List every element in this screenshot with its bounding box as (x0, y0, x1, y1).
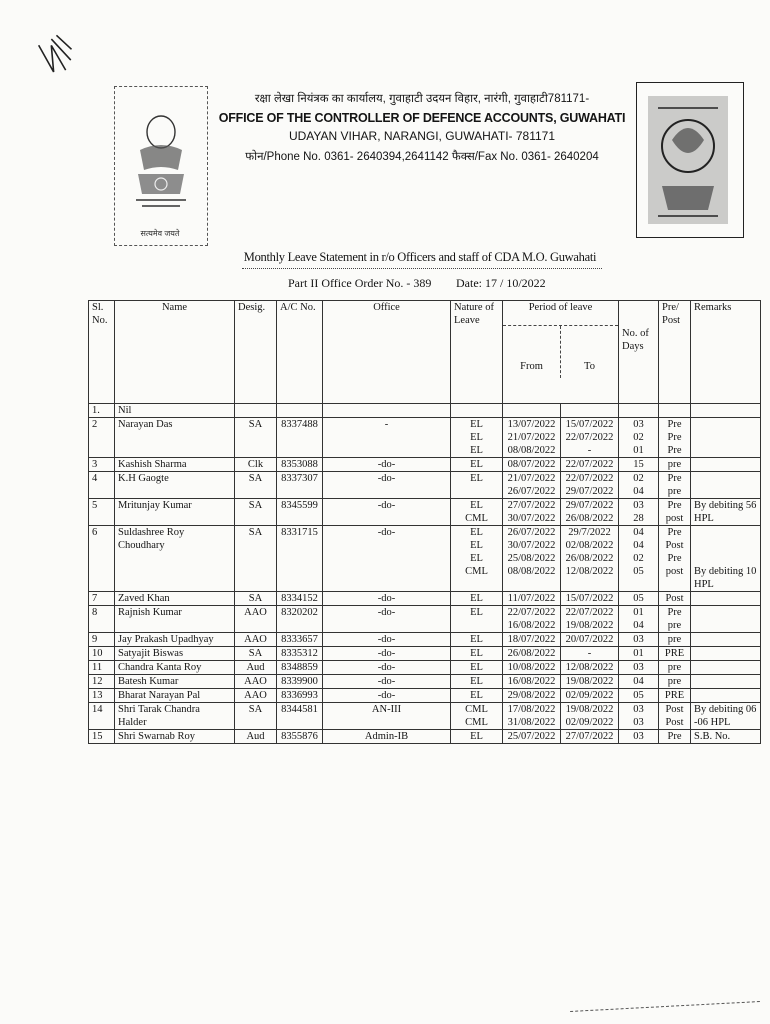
table-row (89, 703, 761, 730)
cell-sl: 11 (89, 661, 115, 675)
title-underline (242, 268, 602, 269)
cell-nature: EL (451, 730, 503, 744)
cell-days: 03 03 (619, 703, 659, 730)
cell-days: 15 (619, 458, 659, 472)
cell-name: Kashish Sharma (115, 458, 235, 472)
cell-remarks (691, 661, 761, 675)
cell-office: -do- (323, 633, 451, 647)
header-desig: Desig. (235, 301, 277, 404)
department-crest-icon (648, 96, 728, 224)
table-row (89, 647, 761, 661)
cell-prepost: PRE (659, 689, 691, 703)
cell-office: -do- (323, 472, 451, 499)
cell-to: 27/07/2022 (561, 730, 619, 744)
header-prepost: Pre/ Post (659, 301, 691, 404)
cell-nature: EL (451, 458, 503, 472)
cell-ac: 8348859 (277, 661, 323, 675)
cell-sl: 7 (89, 592, 115, 606)
cell-desig: Aud (235, 661, 277, 675)
cell-sl: 12 (89, 675, 115, 689)
cell-nature: EL (451, 606, 503, 633)
cell-prepost: pre (659, 675, 691, 689)
cell-from: 22/07/2022 16/08/2022 (503, 606, 561, 633)
cell-name: Nil (115, 404, 235, 418)
cell-ac: 8331715 (277, 526, 323, 592)
cell-days: 03 (619, 633, 659, 647)
cell-days: 01 (619, 647, 659, 661)
cell-remarks (691, 675, 761, 689)
office-address: UDAYAN VIHAR, NARANGI, GUWAHATI- 781171 (288, 129, 556, 143)
cell-desig: SA (235, 647, 277, 661)
cell-to: 12/08/2022 (561, 661, 619, 675)
header-nature: Nature of Leave (451, 301, 503, 404)
cell-to: 19/08/2022 02/09/2022 (561, 703, 619, 730)
cell-office: -do- (323, 526, 451, 592)
table-row (89, 418, 761, 458)
header-from: From (503, 326, 561, 378)
header-period-label: Period of leave (503, 301, 618, 326)
cell-name: Zaved Khan (115, 592, 235, 606)
cell-remarks: By debiting 10 HPL (691, 526, 761, 592)
cell-to: 22/07/2022 (561, 458, 619, 472)
cell-sl: 2 (89, 418, 115, 458)
cell-sl: 4 (89, 472, 115, 499)
cell-sl: 6 (89, 526, 115, 592)
cell-sl: 8 (89, 606, 115, 633)
cell-ac: 8336993 (277, 689, 323, 703)
cell-ac: 8355876 (277, 730, 323, 744)
cell-days: 03 28 (619, 499, 659, 526)
cell-days: 03 (619, 730, 659, 744)
table-row (89, 675, 761, 689)
header-days: No. of Days (619, 301, 659, 404)
cell-ac: 8337488 (277, 418, 323, 458)
cell-remarks (691, 689, 761, 703)
cell-sl: 1. (89, 404, 115, 418)
cell-office: -do- (323, 661, 451, 675)
table-row (89, 606, 761, 633)
cell-from: 25/07/2022 (503, 730, 561, 744)
cell-remarks (691, 592, 761, 606)
cell-to: - (561, 647, 619, 661)
cell-sl: 5 (89, 499, 115, 526)
cell-remarks (691, 458, 761, 472)
cell-prepost: Pre (659, 730, 691, 744)
handwritten-signature (33, 30, 83, 90)
header-office: Office (323, 301, 451, 404)
cell-from: 21/07/2022 26/07/2022 (503, 472, 561, 499)
cell-days: 01 04 (619, 606, 659, 633)
cell-desig: SA (235, 472, 277, 499)
emblem-caption: सत्यमेव जयते (140, 229, 180, 238)
cell-ac: 8335312 (277, 647, 323, 661)
cell-office: AN-III (323, 703, 451, 730)
cell-prepost (659, 404, 691, 418)
cell-remarks (691, 404, 761, 418)
table-row (89, 404, 761, 418)
cell-nature: EL (451, 592, 503, 606)
cell-sl: 13 (89, 689, 115, 703)
cell-from (503, 404, 561, 418)
cell-ac (277, 404, 323, 418)
cell-nature: EL (451, 661, 503, 675)
cell-office: -do- (323, 606, 451, 633)
cell-prepost: pre (659, 458, 691, 472)
cell-nature: EL (451, 675, 503, 689)
cell-to: 29/07/2022 26/08/2022 (561, 499, 619, 526)
cell-from: 17/08/2022 31/08/2022 (503, 703, 561, 730)
header-name: Name (115, 301, 235, 404)
cell-from: 27/07/2022 30/07/2022 (503, 499, 561, 526)
cell-nature: EL (451, 689, 503, 703)
cell-days: 02 04 (619, 472, 659, 499)
cell-desig: SA (235, 418, 277, 458)
cell-sl: 15 (89, 730, 115, 744)
cell-prepost: Pre pre (659, 606, 691, 633)
cell-name: Narayan Das (115, 418, 235, 458)
footer-dashed-line (570, 1001, 760, 1012)
cell-nature: EL EL EL CML (451, 526, 503, 592)
cell-sl: 3 (89, 458, 115, 472)
table-row (89, 661, 761, 675)
cell-from: 18/07/2022 (503, 633, 561, 647)
table-row (89, 730, 761, 744)
cell-to: 29/7/2022 02/08/2022 26/08/2022 12/08/2022 (561, 526, 619, 592)
cell-desig: AAO (235, 633, 277, 647)
cell-desig: SA (235, 499, 277, 526)
cell-desig: AAO (235, 689, 277, 703)
cell-from: 11/07/2022 (503, 592, 561, 606)
cell-desig: SA (235, 592, 277, 606)
cell-to: 15/07/2022 22/07/2022 - (561, 418, 619, 458)
cell-name: Batesh Kumar (115, 675, 235, 689)
cell-nature: EL (451, 472, 503, 499)
table-row (89, 499, 761, 526)
cell-ac: 8345599 (277, 499, 323, 526)
cell-to: 20/07/2022 (561, 633, 619, 647)
cell-from: 16/08/2022 (503, 675, 561, 689)
cell-nature: EL (451, 647, 503, 661)
cell-prepost: pre (659, 661, 691, 675)
order-number: Part II Office Order No. - 389 (288, 276, 432, 290)
cell-from: 08/07/2022 (503, 458, 561, 472)
cell-name: Jay Prakash Upadhyay (115, 633, 235, 647)
cell-remarks: S.B. No. (691, 730, 761, 744)
table-row (89, 472, 761, 499)
cell-days: 03 (619, 661, 659, 675)
office-name: OFFICE OF THE CONTROLLER OF DEFENCE ACCOUNTS, GUWAHATI (218, 111, 626, 125)
cell-name: Shri Tarak Chandra Halder (115, 703, 235, 730)
national-emblem-icon (128, 110, 194, 220)
cell-remarks (691, 633, 761, 647)
cell-prepost: pre (659, 633, 691, 647)
cell-name: Chandra Kanta Roy (115, 661, 235, 675)
cell-nature: EL EL EL (451, 418, 503, 458)
cell-nature: EL (451, 633, 503, 647)
header-ac-no: A/C No. (277, 301, 323, 404)
cell-remarks: By debiting 56 HPL (691, 499, 761, 526)
cell-desig: AAO (235, 675, 277, 689)
cell-from: 29/08/2022 (503, 689, 561, 703)
table-row (89, 592, 761, 606)
table-row (89, 633, 761, 647)
cell-days (619, 404, 659, 418)
cell-sl: 14 (89, 703, 115, 730)
cell-desig: SA (235, 703, 277, 730)
cell-to: 22/07/2022 29/07/2022 (561, 472, 619, 499)
cell-ac: 8344581 (277, 703, 323, 730)
cell-from: 26/07/2022 30/07/2022 25/08/2022 08/08/2022 (503, 526, 561, 592)
cell-remarks (691, 472, 761, 499)
header-to: To (584, 361, 595, 372)
cell-prepost: Pre pre (659, 472, 691, 499)
cell-name: Suldashree Roy Choudhary (115, 526, 235, 592)
cell-desig: SA (235, 526, 277, 592)
statement-title: Monthly Leave Statement in r/o Officers and staff of CDA M.O. Guwahati (243, 250, 597, 264)
cell-office: -do- (323, 592, 451, 606)
cell-office: -do- (323, 499, 451, 526)
office-contact: फोन/Phone No. 0361- 2640394,2641142 फैक्स/Fax No. 0361- 2640204 (245, 151, 599, 163)
cell-from: 13/07/2022 21/07/2022 08/08/2022 (503, 418, 561, 458)
cell-ac: 8353088 (277, 458, 323, 472)
header-remarks: Remarks (691, 301, 761, 404)
cell-from: 10/08/2022 (503, 661, 561, 675)
cell-prepost: Post (659, 592, 691, 606)
cell-days: 04 (619, 675, 659, 689)
cell-desig: Aud (235, 730, 277, 744)
cell-sl: 10 (89, 647, 115, 661)
header-sl: Sl. No. (89, 301, 115, 404)
table-row (89, 526, 761, 592)
cell-prepost: Pre post (659, 499, 691, 526)
cell-name: Mritunjay Kumar (115, 499, 235, 526)
cell-remarks (691, 606, 761, 633)
cell-ac: 8320202 (277, 606, 323, 633)
cell-name: Bharat Narayan Pal (115, 689, 235, 703)
cell-to (561, 404, 619, 418)
cell-office: Admin-IB (323, 730, 451, 744)
cell-nature (451, 404, 503, 418)
cell-office: -do- (323, 689, 451, 703)
leave-table (88, 300, 761, 744)
cell-name: Rajnish Kumar (115, 606, 235, 633)
cell-days: 04 04 02 05 (619, 526, 659, 592)
cell-desig: Clk (235, 458, 277, 472)
cell-office: -do- (323, 458, 451, 472)
cell-days: 03 02 01 (619, 418, 659, 458)
cell-to: 15/07/2022 (561, 592, 619, 606)
cell-remarks (691, 418, 761, 458)
cell-days: 05 (619, 592, 659, 606)
cell-ac: 8333657 (277, 633, 323, 647)
cell-office: - (323, 418, 451, 458)
cell-to: 19/08/2022 (561, 675, 619, 689)
order-date: Date: 17 / 10/2022 (456, 276, 546, 290)
cell-sl: 9 (89, 633, 115, 647)
cell-nature: CML CML (451, 703, 503, 730)
cell-name: K.H Gaogte (115, 472, 235, 499)
cell-name: Satyajit Biswas (115, 647, 235, 661)
cell-prepost: PRE (659, 647, 691, 661)
cell-prepost: Pre Pre Pre (659, 418, 691, 458)
table-row (89, 458, 761, 472)
cell-from: 26/08/2022 (503, 647, 561, 661)
cell-ac: 8334152 (277, 592, 323, 606)
cell-remarks: By debiting 06 -06 HPL (691, 703, 761, 730)
cell-office (323, 404, 451, 418)
cell-ac: 8339900 (277, 675, 323, 689)
cell-name: Shri Swarnab Roy (115, 730, 235, 744)
cell-to: 02/09/2022 (561, 689, 619, 703)
cell-prepost: Pre Post Pre post (659, 526, 691, 592)
table-row (89, 689, 761, 703)
cell-days: 05 (619, 689, 659, 703)
cell-desig: AAO (235, 606, 277, 633)
header-period (503, 301, 619, 404)
cell-nature: EL CML (451, 499, 503, 526)
table-header-row (89, 301, 761, 404)
office-name-hindi: रक्षा लेखा नियंत्रक का कार्यालय, गुवाहाटी उदयन विहार, नारंगी, गुवाहाटी781171- (254, 93, 590, 105)
cell-office: -do- (323, 675, 451, 689)
cell-office: -do- (323, 647, 451, 661)
cell-remarks (691, 647, 761, 661)
cell-desig (235, 404, 277, 418)
cell-ac: 8337307 (277, 472, 323, 499)
cell-prepost: Post Post (659, 703, 691, 730)
cell-to: 22/07/2022 19/08/2022 (561, 606, 619, 633)
